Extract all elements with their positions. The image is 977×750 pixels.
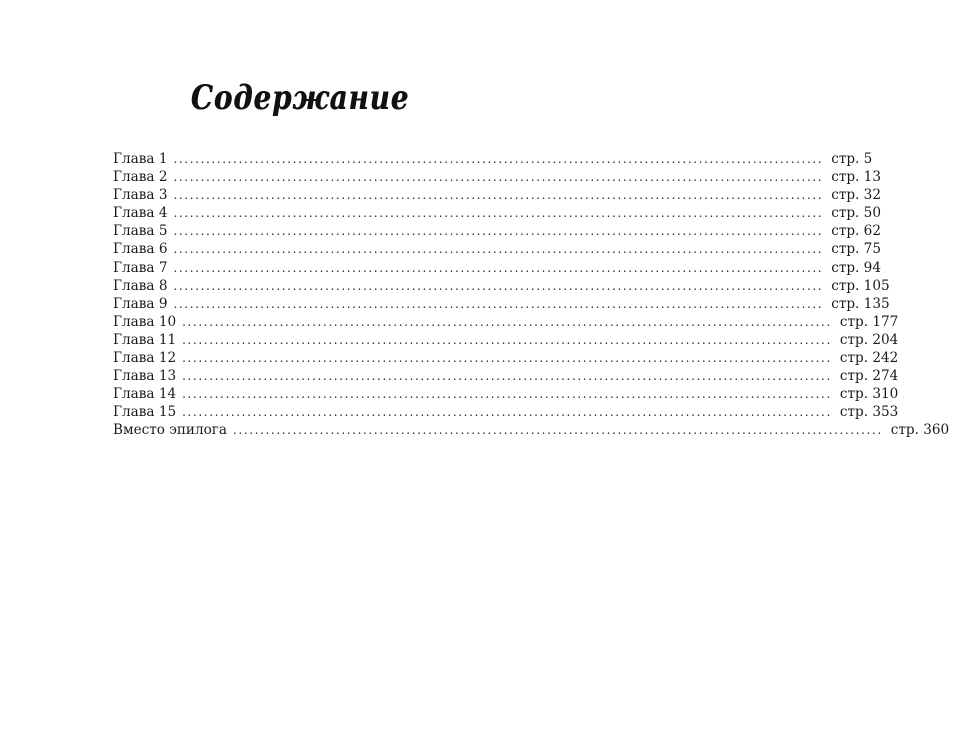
toc-entry-page: стр. 360 xyxy=(890,422,950,439)
toc-leader-dots: ........................................................................................................................ xyxy=(173,152,824,166)
toc-leader-dots: ........................................................................................................................ xyxy=(173,188,824,203)
toc-entry xyxy=(113,204,881,222)
toc-entry-page: стр. 310 xyxy=(839,386,899,403)
toc-entry-label: Глава 11 xyxy=(113,331,177,348)
toc-entry xyxy=(113,313,899,331)
toc-entry xyxy=(113,259,881,277)
toc-entry-label: Глава 6 xyxy=(113,241,168,258)
toc-entry xyxy=(113,277,890,295)
toc-leader-dots: ........................................................................................................................ xyxy=(173,206,824,221)
toc-leader-dots: ........................................................................................................................ xyxy=(233,423,883,438)
toc-entry xyxy=(113,385,899,403)
toc-leader-dots: ........................................................................................................................ xyxy=(182,405,832,420)
toc-entry-page: стр. 5 xyxy=(831,151,873,167)
toc-entry-page: стр. 94 xyxy=(831,259,881,276)
toc-entry xyxy=(113,403,899,421)
toc-entry-page: стр. 274 xyxy=(839,368,899,385)
table-of-contents xyxy=(113,150,950,440)
toc-leader-dots: ........................................................................................................................ xyxy=(182,387,832,402)
toc-leader-dots: ........................................................................................................................ xyxy=(182,332,832,347)
toc-entry-page: стр. 105 xyxy=(831,277,890,294)
toc-entry xyxy=(113,150,873,168)
toc-leader-dots: ........................................................................................................................ xyxy=(182,369,832,384)
toc-entry xyxy=(113,240,881,258)
toc-entry-label: Глава 12 xyxy=(113,350,177,367)
page-title: Содержание xyxy=(190,78,410,118)
toc-leader-dots: ........................................................................................................................ xyxy=(173,224,824,239)
toc-entry-page: стр. 32 xyxy=(831,187,881,204)
toc-entry-label: Глава 14 xyxy=(113,386,177,403)
toc-entry-page: стр. 75 xyxy=(831,241,881,258)
toc-leader-dots: ........................................................................................................................ xyxy=(173,296,824,311)
toc-entry-label: Глава 15 xyxy=(113,404,177,421)
toc-entry-page: стр. 62 xyxy=(831,223,881,240)
toc-entry xyxy=(113,186,881,204)
toc-entry-label: Глава 1 xyxy=(113,151,168,167)
toc-entry-label: Глава 7 xyxy=(113,259,168,276)
toc-entry-page: стр. 177 xyxy=(839,313,899,330)
toc-entry xyxy=(113,421,950,439)
toc-leader-dots: ........................................................................................................................ xyxy=(173,242,824,257)
toc-entry xyxy=(113,349,899,367)
toc-entry-label: Глава 2 xyxy=(113,169,168,186)
toc-entry-page: стр. 204 xyxy=(839,331,899,348)
toc-entry xyxy=(113,295,890,313)
toc-leader-dots: ........................................................................................................................ xyxy=(182,314,832,329)
toc-entry-page: стр. 13 xyxy=(831,169,881,186)
toc-entry xyxy=(113,367,899,385)
toc-leader-dots: ........................................................................................................................ xyxy=(173,260,824,275)
toc-entry-label: Глава 4 xyxy=(113,205,168,222)
toc-entry xyxy=(113,168,881,186)
toc-entry xyxy=(113,331,899,349)
toc-leader-dots: ........................................................................................................................ xyxy=(173,170,824,185)
toc-entry-label: Глава 10 xyxy=(113,313,177,330)
toc-entry xyxy=(113,222,881,240)
toc-entry-page: стр. 135 xyxy=(831,295,890,312)
toc-entry-label: Глава 9 xyxy=(113,295,168,312)
toc-entry-page: стр. 242 xyxy=(839,350,899,367)
toc-entry-label: Глава 13 xyxy=(113,368,177,385)
toc-leader-dots: ........................................................................................................................ xyxy=(173,278,824,293)
toc-entry-label: Глава 8 xyxy=(113,277,168,294)
toc-entry-page: стр. 353 xyxy=(839,404,899,421)
toc-entry-label: Глава 3 xyxy=(113,187,168,204)
toc-leader-dots: ........................................................................................................................ xyxy=(182,351,832,366)
toc-entry-page: стр. 50 xyxy=(831,205,881,222)
toc-entry-label: Вместо эпилога xyxy=(113,422,228,439)
toc-entry-label: Глава 5 xyxy=(113,223,168,240)
